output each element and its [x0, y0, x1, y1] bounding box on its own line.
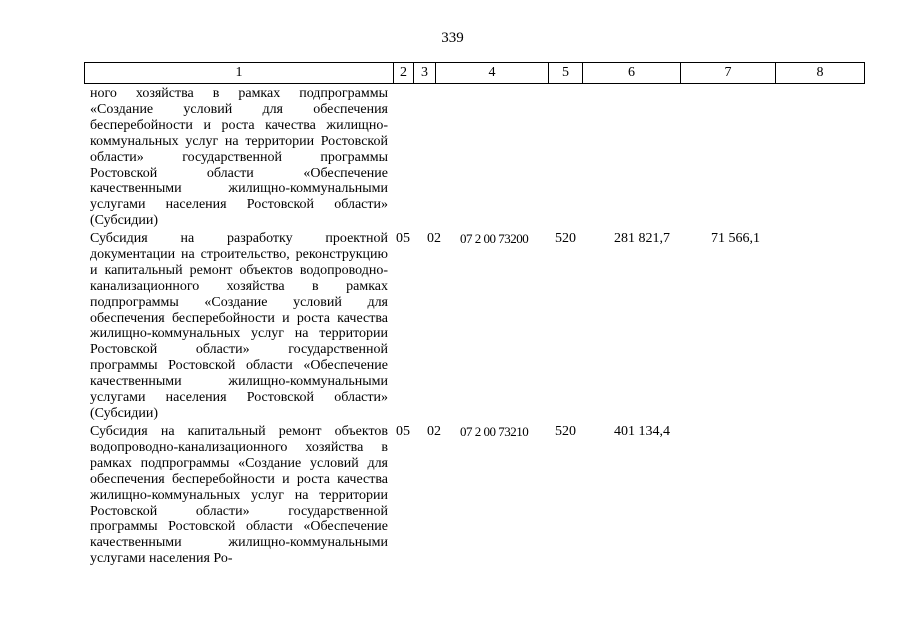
column-header-3: 3 — [414, 63, 436, 83]
column-header-4: 4 — [436, 63, 549, 83]
column-header-1: 1 — [85, 63, 394, 83]
column-header-8: 8 — [816, 65, 824, 80]
column-header-5: 5 — [549, 63, 583, 83]
row-description: ного хозяйства в рамках подпрограммы «Создание условий для обеспечения бесперебойности и роста качества жилищно-коммунальных услуг на территории Ростовской области» государственной программы Ростовской области «Обеспечение качественными жилищно-коммунальными услугами населения Ростовской области» (Субсидии) — [90, 86, 388, 229]
row-subsection-code: 02 — [427, 424, 441, 439]
row-description: Субсидия на капитальный ремонт объектов водопроводно-канализационного хозяйства в рамках подпрограммы «Создание условий для обеспечения бесперебойности и роста качества жилищно-коммунальных услуг на территории Ростовской области» государственной программы Ростовской области «Обеспечение качественными жилищно-коммунальными услугами населения Ро- — [90, 424, 388, 567]
column-header-7: 7 — [681, 63, 776, 83]
table-header-row — [84, 62, 865, 84]
row-description: Субсидия на разработку проектной документации на строительство, реконструкцию и капитальный ремонт объектов водопроводно-канализационного хозяйства в рамках подпрограммы «Создание условий для обеспечения бесперебойности и роста качества жилищно-коммунальных услуг на территории Ростовской области» государственной программы Ростовской области «Обеспечение качественными жилищно-коммунальными услугами населения Ростовской области» (Субсидии) — [90, 231, 388, 421]
row-subsection-code: 02 — [427, 231, 441, 246]
page-number: 339 — [441, 30, 464, 46]
row-section-code: 05 — [396, 231, 410, 246]
row-target-article: 07 2 00 73200 — [460, 231, 529, 246]
row-expense-type: 520 — [555, 231, 576, 246]
column-header-2: 2 — [394, 63, 414, 83]
row-expense-type: 520 — [555, 424, 576, 439]
row-target-article: 07 2 00 73210 — [460, 424, 529, 439]
row-amount-total: 281 821,7 — [614, 231, 670, 246]
row-amount-total: 401 134,4 — [614, 424, 670, 439]
column-header-6: 6 — [583, 63, 681, 83]
row-section-code: 05 — [396, 424, 410, 439]
row-amount-col7: 71 566,1 — [711, 231, 760, 246]
